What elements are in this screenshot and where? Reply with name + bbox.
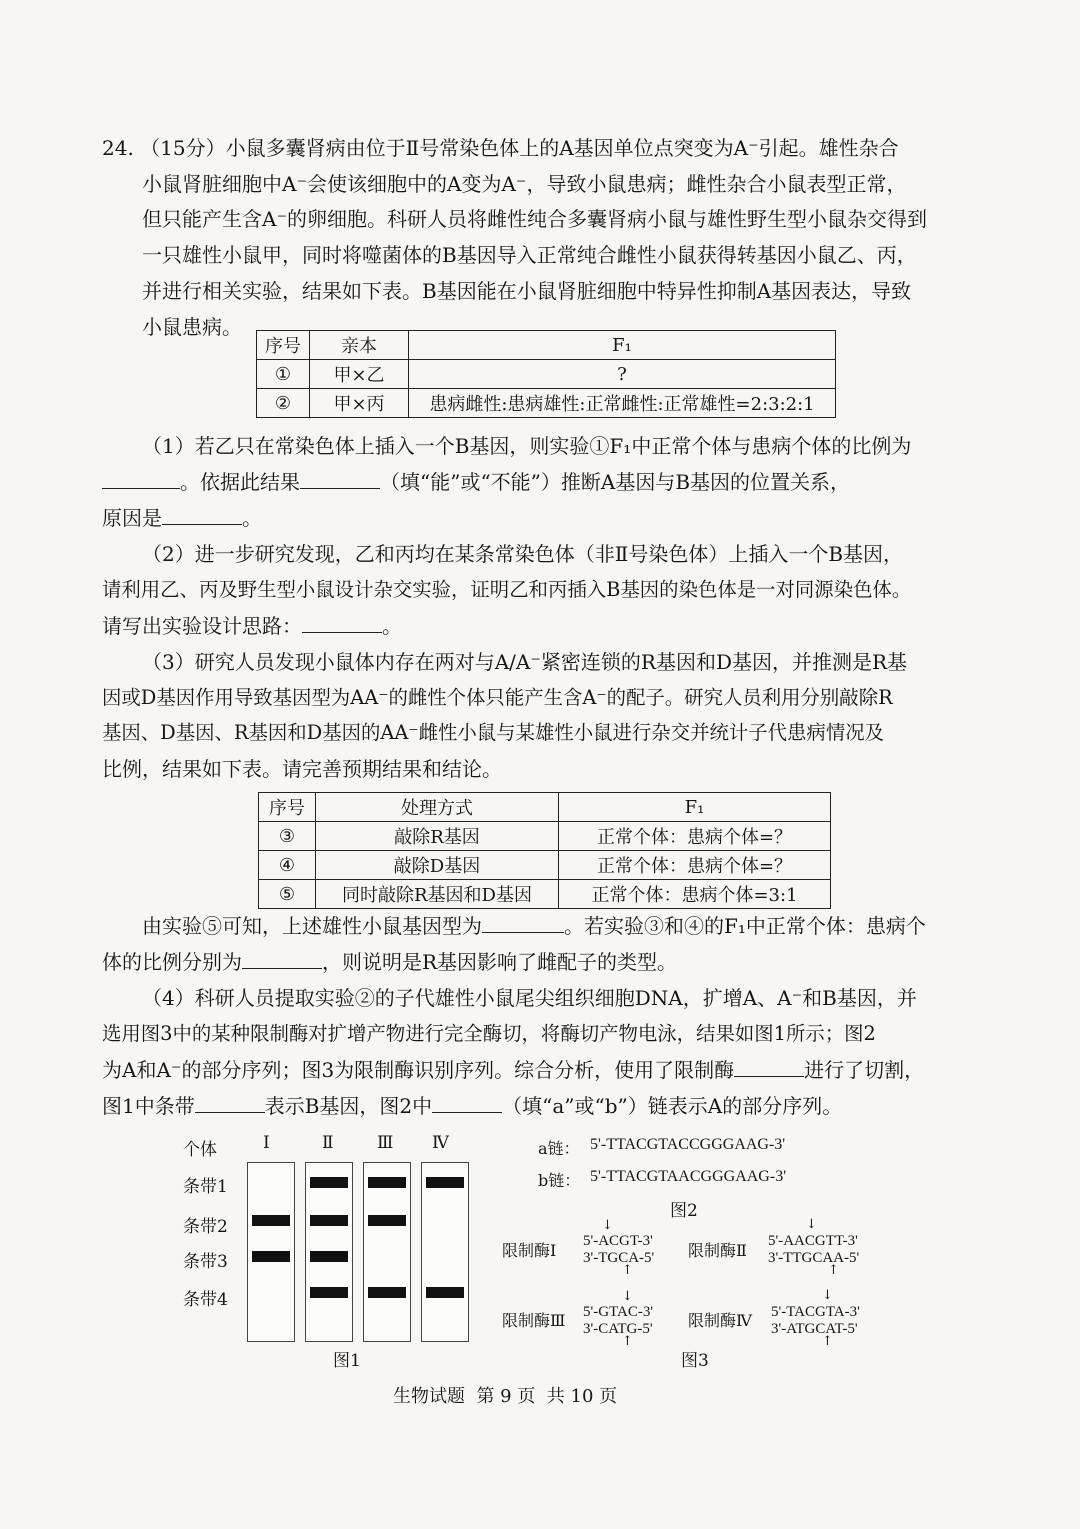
enzyme-3-top-strand: 5'-GTAC-3' [583,1304,654,1320]
figure-1-individual-label: 个体 [183,1140,217,1160]
enzyme-1-top-strand: 5'-ACGT-3' [583,1233,653,1249]
gel-lane-3 [363,1162,411,1342]
answer-blank[interactable] [102,468,180,489]
part3b-line-2 [102,948,677,976]
gel-band-2 [310,1215,348,1226]
page-footer: 生物试题 第 9 页 共 10 页 [393,1386,618,1407]
table-2-header [259,793,831,822]
table-row [259,822,831,851]
table-cell: ② [257,389,310,418]
table-cell: ⑤ [259,880,316,909]
table-cell: 甲×乙 [310,360,409,389]
table-1-header-cell: 亲本 [310,331,409,360]
answer-blank[interactable] [734,1056,804,1077]
enzyme-4-name: 限制酶Ⅳ [688,1311,752,1330]
answer-blank[interactable] [195,1092,265,1113]
gel-band-1 [426,1177,464,1188]
answer-blank[interactable] [302,612,382,633]
band-label: 条带3 [183,1252,228,1272]
table-row [257,389,836,418]
question-line-2: 小鼠肾脏细胞中A⁻会使该细胞中的A变为A⁻，导致小鼠患病；雌性杂合小鼠表型正常， [142,172,907,196]
question-line-5: 并进行相关实验，结果如下表。B基因能在小鼠肾脏细胞中特异性抑制A基因表达，导致 [142,279,912,303]
table-2-header-cell: F₁ [559,793,831,822]
cut-arrow-down-icon: ↓ [806,1217,817,1232]
part1-line-1: （1）若乙只在常染色体上插入一个B基因，则实验①F₁中正常个体与患病个体的比例为 [142,434,912,458]
table-row [257,360,836,389]
table-1-header-cell: F₁ [409,331,836,360]
part2-text: 。 [382,614,402,638]
a-strand-sequence: 5'-TTACGTACCGGGAAG-3' [590,1136,786,1153]
part4-text: 图1中条带 [102,1094,195,1118]
part3b-line-1 [142,912,926,940]
cut-arrow-down-icon: ↓ [602,1218,613,1233]
figure-1-caption: 图1 [333,1351,361,1371]
part2-line-3 [102,612,402,640]
answer-blank[interactable] [432,1092,502,1113]
part4-line-3 [102,1056,924,1084]
part2-text: 请写出实验设计思路： [102,614,302,638]
band-label: 条带4 [183,1290,228,1310]
question-line-4: 一只雄性小鼠甲，同时将噬菌体的B基因导入正常纯合雌性小鼠获得转基因小鼠乙、丙， [142,243,917,267]
gel-band-3 [252,1251,290,1262]
answer-blank[interactable] [482,912,564,933]
cut-arrow-down-icon: ↓ [822,1288,833,1303]
lane-label: Ⅳ [432,1133,449,1153]
part3-line-1: （3）研究人员发现小鼠体内存在两对与A/A⁻紧密连锁的R基因和D基因，并推测是R基 [142,650,908,674]
part3b-text: 。若实验③和④的F₁中正常个体：患病个 [564,914,926,938]
table-cell: 敲除D基因 [316,851,559,880]
answer-blank[interactable] [162,504,242,525]
cut-arrow-up-icon: ↑ [828,1263,839,1278]
part2-line-2: 请利用乙、丙及野生型小鼠设计杂交实验，证明乙和丙插入B基因的染色体是一对同源染色体。 [102,578,912,601]
lane-label: Ⅰ [263,1133,270,1153]
figure-2-caption: 图2 [670,1201,698,1221]
table-cell: 甲×丙 [310,389,409,418]
enzyme-4-bottom-strand: 3'-ATGCAT-5' [771,1321,858,1337]
table-cell: 同时敲除R基因和D基因 [316,880,559,909]
gel-band-1 [368,1177,406,1188]
gel-band-2 [368,1215,406,1226]
part4-line-4 [102,1092,842,1120]
question-line-3: 但只能产生含A⁻的卵细胞。科研人员将雌性纯合多囊肾病小鼠与雄性野生型小鼠杂交得到 [142,207,927,231]
enzyme-4-top-strand: 5'-TACGTA-3' [771,1304,860,1320]
part1-line-2 [102,468,850,496]
table-row [259,851,831,880]
table-cell: ① [257,360,310,389]
part3-line-2: 因或D基因作用导致基因型为AA⁻的雌性个体只能产生含A⁻的配子。研究人员利用分别敲除R [102,686,893,709]
table-cell: ? [409,360,836,389]
enzyme-1-bottom-strand: 3'-TGCA-5' [583,1250,655,1266]
part4-line-1: （4）科研人员提取实验②的子代雄性小鼠尾尖组织细胞DNA，扩增A、A⁻和B基因，并 [142,986,917,1010]
lane-label: Ⅱ [322,1133,334,1153]
part1-text: （填“能”或“不能”）推断A基因与B基因的位置关系， [380,470,851,494]
gel-band-4 [310,1287,348,1298]
table-2 [258,792,831,909]
cut-arrow-up-icon: ↑ [622,1334,633,1349]
table-2-header-cell: 处理方式 [316,793,559,822]
gel-band-1 [310,1177,348,1188]
table-1-header [257,331,836,360]
table-cell: 正常个体：患病个体=？ [559,822,831,851]
figure-3-caption: 图3 [681,1351,709,1371]
table-2-header-cell: 序号 [259,793,316,822]
part3b-text: ，则说明是R基因影响了雌配子的类型。 [322,950,678,974]
table-1 [256,330,836,418]
enzyme-2-bottom-strand: 3'-TTGCAA-5' [768,1250,860,1266]
gel-lane-1 [247,1162,295,1342]
part4-text: 为A和A⁻的部分序列；图3为限制酶识别序列。综合分析，使用了限制酶 [102,1058,735,1082]
gel-lane-2 [305,1162,353,1342]
enzyme-3-name: 限制酶Ⅲ [502,1311,566,1330]
table-cell: 正常个体：患病个体=3:1 [559,880,831,909]
part3-line-4: 比例，结果如下表。请完善预期结果和结论。 [102,757,502,781]
band-label: 条带2 [183,1217,228,1237]
part2-line-1: （2）进一步研究发现，乙和丙均在某条常染色体（非Ⅱ号染色体）上插入一个B基因， [142,542,904,566]
question-line-1: 24. （15分）小鼠多囊肾病由位于Ⅱ号常染色体上的A基因单位点突变为A⁻引起。雄性杂合 [102,136,899,160]
part4-text: 进行了切割， [804,1058,925,1082]
table-1-header-cell: 序号 [257,331,310,360]
table-cell: ④ [259,851,316,880]
table-cell: 敲除R基因 [316,822,559,851]
part1-text: 。依据此结果 [180,470,300,494]
gel-band-4 [368,1287,406,1298]
gel-lane-4 [421,1162,469,1342]
band-label: 条带1 [183,1177,228,1197]
part4-line-2: 选用图3中的某种限制酶对扩增产物进行完全酶切，将酶切产物电泳，结果如图1所示；图2 [102,1022,876,1045]
a-strand-label: a链： [538,1139,580,1158]
table-cell: 患病雌性:患病雄性:正常雌性:正常雄性=2:3:2:1 [409,389,836,418]
table-cell: ③ [259,822,316,851]
answer-blank[interactable] [300,468,380,489]
part1-text: 原因是 [102,506,162,530]
b-strand-label: b链： [538,1171,581,1190]
cut-arrow-down-icon: ↓ [622,1289,633,1304]
question-line-6: 小鼠患病。 [142,315,242,339]
enzyme-3-bottom-strand: 3'-CATG-5' [583,1321,653,1337]
answer-blank[interactable] [242,948,322,969]
cut-arrow-up-icon: ↑ [822,1334,833,1349]
part3b-text: 体的比例分别为 [102,950,242,974]
gel-band-2 [252,1215,290,1226]
table-cell: 正常个体：患病个体=？ [559,851,831,880]
enzyme-1-name: 限制酶Ⅰ [502,1241,557,1260]
gel-band-3 [310,1251,348,1262]
part1-line-3 [102,504,262,532]
part3-line-3: 基因、D基因、R基因和D基因的AA⁻雌性小鼠与某雄性小鼠进行杂交并统计子代患病情况及 [102,721,884,744]
enzyme-2-top-strand: 5'-AACGTT-3' [768,1233,858,1249]
gel-band-4 [426,1287,464,1298]
b-strand-sequence: 5'-TTACGTAACGGGAAG-3' [590,1168,787,1185]
table-row [259,880,831,909]
part4-text: 表示B基因，图2中 [264,1094,433,1118]
lane-label: Ⅲ [377,1133,394,1153]
part3b-text: 由实验⑤可知，上述雄性小鼠基因型为 [142,914,482,938]
part4-text: （填“a”或“b”）链表示A的部分序列。 [502,1094,843,1118]
cut-arrow-up-icon: ↑ [622,1263,633,1278]
part1-text: 。 [242,506,262,530]
enzyme-2-name: 限制酶Ⅱ [688,1241,747,1260]
